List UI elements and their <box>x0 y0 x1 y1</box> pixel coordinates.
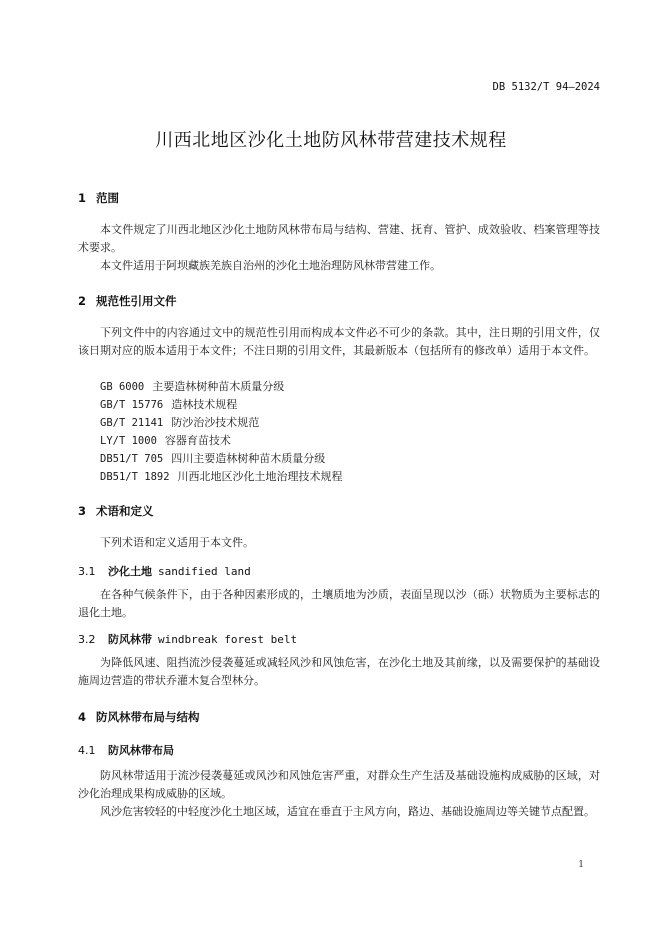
section-title: 术语和定义 <box>96 504 154 518</box>
section-number: 1 <box>78 191 87 205</box>
paragraph: 本文件规定了川西北地区沙化土地防风林带布局与结构、营建、抚育、管护、成效验收、档案管理等技术要求。 <box>78 223 600 254</box>
reference-code: GB/T 21141 <box>100 417 164 429</box>
paragraph: 本文件适用于阿坝藏族羌族自治州的沙化土地治理防风林带营建工作。 <box>100 259 441 272</box>
standard-code: DB 5132/T 94—2024 <box>492 81 600 93</box>
reference-code: DB51/T 705 <box>100 453 164 465</box>
section-heading-2 <box>78 293 177 309</box>
section-title: 范围 <box>96 191 119 205</box>
term-number: 3.1 <box>78 565 96 578</box>
section-number: 3 <box>78 504 87 518</box>
reference-item <box>100 432 231 448</box>
reference-item <box>100 468 343 484</box>
term-english: windbreak forest belt <box>158 633 298 646</box>
reference-title: 造林技术规程 <box>171 398 238 411</box>
section-title: 规范性引用文件 <box>96 294 177 308</box>
term-definition: 为降低风速、阻挡流沙侵袭蔓延或减轻风沙和风蚀危害，在沙化土地及其前缘，以及需要保护的基础设施周边营造的带状乔灌木复合型林分。 <box>78 656 600 687</box>
reference-code: DB51/T 1892 <box>100 471 170 483</box>
reference-title: 防沙治沙技术规范 <box>171 416 260 429</box>
paragraph: 风沙危害较轻的中轻度沙化土地区域，适宜在垂直于主风方向，路边、基础设施周边等关键节点配置。 <box>100 805 595 818</box>
section-heading-3 <box>78 503 154 519</box>
section-number: 4 <box>78 710 87 724</box>
subsection-title: 防风林带布局 <box>108 744 174 757</box>
reference-item <box>100 378 284 394</box>
subsection-heading-4-1 <box>78 742 174 758</box>
subsection-number: 4.1 <box>78 744 96 757</box>
paragraph: 下列文件中的内容通过文中的规范性引用而构成本文件必不可少的条款。其中，注日期的引用文件，仅该日期对应的版本适用于本文件；不注日期的引用文件，其最新版本（包括所有的修改单）适用于本文件。 <box>78 326 600 357</box>
section-heading-4 <box>78 709 200 725</box>
document-title: 川西北地区沙化土地防风林带营建技术规程 <box>155 130 507 151</box>
reference-item <box>100 414 259 430</box>
reference-title: 容器育苗技术 <box>164 434 231 447</box>
term-number: 3.2 <box>78 633 96 646</box>
section-title: 防风林带布局与结构 <box>96 710 200 724</box>
reference-code: LY/T 1000 <box>100 435 157 447</box>
term-name: 沙化土地 <box>108 565 152 578</box>
term-english: sandified land <box>158 565 251 578</box>
section-number: 2 <box>78 294 87 308</box>
page-number: 1 <box>578 860 584 870</box>
term-heading-3-1 <box>78 563 251 579</box>
section-heading-1 <box>78 190 119 206</box>
reference-code: GB 6000 <box>100 381 145 393</box>
reference-item <box>100 396 237 412</box>
reference-title: 主要造林树种苗木质量分级 <box>152 380 285 393</box>
reference-title: 川西北地区沙化土地治理技术规程 <box>177 470 343 483</box>
reference-code: GB/T 15776 <box>100 399 164 411</box>
term-name: 防风林带 <box>108 633 152 646</box>
paragraph: 防风林带适用于流沙侵袭蔓延或风沙和风蚀危害严重，对群众生产生活及基础设施构成威胁的区域，对沙化治理成果构成威胁的区域。 <box>78 769 600 800</box>
term-definition: 在各种气候条件下，由于各种因素形成的，土壤质地为沙质，表面呈现以沙（砾）状物质为主要标志的退化土地。 <box>78 588 600 619</box>
reference-item <box>100 450 325 466</box>
paragraph: 下列术语和定义适用于本文件。 <box>100 536 254 549</box>
term-heading-3-2 <box>78 631 297 647</box>
reference-title: 四川主要造林树种苗木质量分级 <box>171 452 326 465</box>
